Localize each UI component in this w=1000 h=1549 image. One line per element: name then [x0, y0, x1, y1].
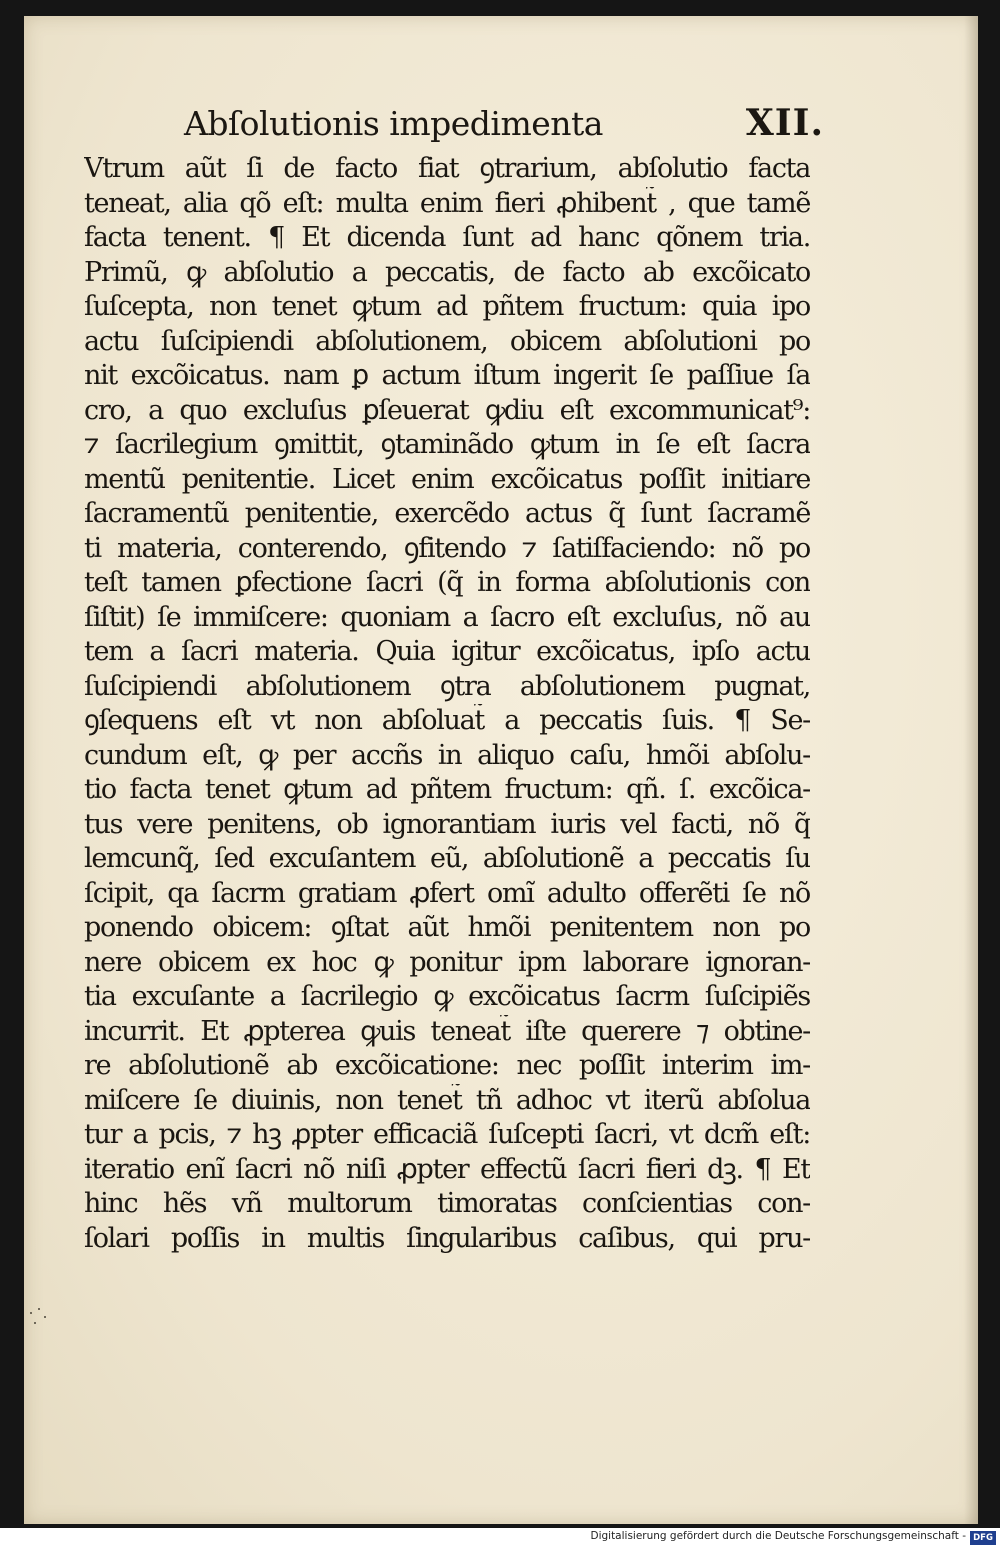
footer-bar [0, 1528, 1000, 1549]
funding-credit: Digitalisierung gefördert durch die Deutsche Forschungsgemeinschaft - [590, 1530, 966, 1542]
book-page [24, 16, 978, 1524]
paper-speck [38, 1308, 40, 1310]
page-header [184, 104, 824, 156]
text-line: miſcere ſe diuinis, non tenet̃ tñ adhoc vt iterũ abſolua [84, 1084, 810, 1116]
text-line: nere obicem ex hoc ꝙ ponitur ipm laborare ignoran- [84, 946, 810, 978]
text-line: facta tenent. ¶ Et dicenda ſunt ad hanc qõnem tria. [84, 222, 810, 253]
text-line: teneat, alia qõ eſt: multa enim fieri ꝓhibent̃ , que tamẽ [84, 187, 810, 219]
paper-speck [30, 1312, 32, 1314]
text-line: tur a pcis, ⁊ hꝫ ꝓpter efficaciã ſuſcepti ſacri, vt dcm̃ eſt: [84, 1119, 810, 1150]
text-line: ti materia, conterendo, ꝯfitendo ⁊ ſatiſfaciendo: nõ po [84, 532, 810, 564]
folio-number: XII. [745, 102, 824, 144]
text-line: Primũ, ꝙ abſolutio a peccatis, de facto ab excõicato [84, 256, 810, 288]
text-line: teſt tamen ꝑfectione ſacri (q̃ in forma abſolutionis con [84, 567, 810, 598]
text-line: ſacramentũ penitentie, exercẽdo actus q̃ ſunt ſacramẽ [84, 498, 810, 529]
text-block [84, 152, 810, 1256]
text-line: cundum eſt, ꝙ per accñs in aliquo caſu, hmõi abſolu- [84, 739, 810, 771]
text-line: ſuſcipiendi abſolutionem ꝯtra abſolutionem pugnat, [84, 670, 810, 702]
text-line: Vtrum aũt ſi de facto fiat ꝯtrarium, abſolutio facta [84, 153, 810, 184]
paper-speck [34, 1322, 36, 1324]
text-line: ſiſtit) ſe immiſcere: quoniam a ſacro eſt excluſus, nõ au [84, 601, 810, 633]
running-title: Abſolutionis impedimenta [184, 104, 603, 143]
text-line: actu ſuſcipiendi abſolutionem, obicem abſolutioni po [84, 325, 810, 357]
text-line: nit excõicatus. nam ꝑ actum iſtum ingerit ſe paſſiue ſa [84, 360, 810, 391]
text-line: ponendo obicem: ꝯſtat aũt hmõi penitentem non po [84, 912, 810, 943]
text-line: ꝯſequens eſt vt non abſoluat̃ a peccatis ſuis. ¶ Se- [84, 705, 810, 736]
text-line: cro, a quo excluſus ꝑſeuerat ꝙdiu eſt excommunicat⁹: [84, 394, 810, 426]
paper-specks [26, 1306, 56, 1336]
paper-speck [44, 1316, 46, 1318]
text-line: ⁊ ſacrilegium ꝯmittit, ꝯtaminãdo ꝙtum in ſe eſt ſacra [84, 429, 810, 460]
page-edge-shadow [964, 16, 978, 1524]
text-line: iteratio enĩ ſacri nõ niſi ꝓpter effectũ ſacri fieri dꝫ. ¶ Et [84, 1153, 810, 1185]
text-line: tus vere penitens, ob ignorantiam iuris vel facti, nõ q̃ [84, 808, 810, 840]
text-line: ſolari poſſis in multis ſingularibus caſibus, qui pru- [84, 1222, 810, 1254]
dfg-logo-icon: DFG [970, 1531, 996, 1545]
text-line: re abſolutionẽ ab excõicatione: nec poſſit interim im- [84, 1050, 810, 1081]
text-line: tia excuſante a ſacrilegio ꝙ excõicatus ſacrm ſuſcipiẽs [84, 981, 810, 1012]
text-line: tio facta tenet ꝙtum ad pñtem fructum: qñ. ſ. excõica- [84, 774, 810, 805]
text-line: lemcunq̃, ſed excuſantem eũ, abſolutionẽ a peccatis ſu [84, 843, 810, 874]
text-line: mentũ penitentie. Licet enim excõicatus poſſit initiare [84, 463, 810, 495]
text-line: hinc hẽs vñ multorum timoratas conſcientias con- [84, 1188, 810, 1219]
text-line: tem a ſacri materia. Quia igitur excõicatus, ipſo actu [84, 636, 810, 667]
text-line: ſcipit, qa ſacrm gratiam ꝓfert omĩ adulto offerẽti ſe nõ [84, 877, 810, 909]
text-line: ſuſcepta, non tenet ꝙtum ad pñtem fructum: quia ipo [84, 291, 810, 322]
text-line: incurrit. Et ꝓpterea ꝙuis teneat̃ iſte querere ⁊ obtine- [84, 1015, 810, 1047]
